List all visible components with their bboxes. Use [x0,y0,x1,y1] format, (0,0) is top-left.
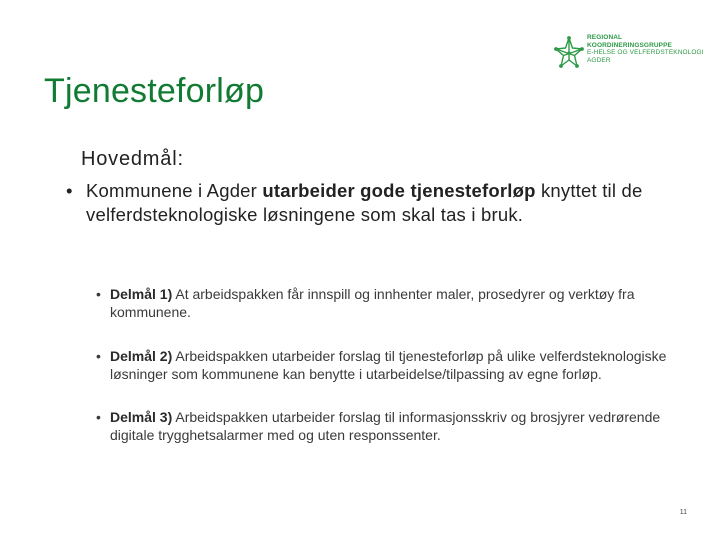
star-network-icon [554,36,584,70]
bullet-marker: • [96,409,101,425]
logo-line-koordineringsgruppe: KOORDINERINGSGRUPPE [587,41,672,49]
sub-goals-list [96,286,676,444]
logo-line-regional: REGIONAL [587,34,623,41]
sub-goal-item [96,286,676,321]
organization-logo [554,34,704,78]
main-goal-heading: Hovedmål: [81,148,184,170]
bullet-marker: • [96,348,101,364]
main-goal-text [66,179,706,227]
sub-goal-text: At arbeidspakken får innspill og innhenter maler, prosedyrer og verktøy fra kommunene. [110,286,635,320]
main-goal-text-bold: utarbeider gode tjenesteforløp [262,180,536,201]
sub-goal-item [96,348,676,383]
sub-goal-label: Delmål 3) [110,409,173,425]
sub-goal-item [96,409,676,444]
sub-goal-label: Delmål 1) [110,286,173,302]
logo-line-ehelse: E-HELSE OG VELFERDSTEKNOLOGI [587,49,704,57]
bullet-marker: • [96,286,101,302]
logo-line-agder: AGDER [587,56,611,64]
bullet-marker: • [66,180,73,201]
main-goal-bullet [66,179,706,227]
sub-goal-text: Arbeidspakken utarbeider forslag til informasjonsskriv og brosjyrer vedrørende digitale trygghetsalarmer med og uten responssenter. [110,409,661,443]
sub-goal-text: Arbeidspakken utarbeider forslag til tjenesteforløp på ulike velferdsteknologiske løsninger som kommunene kan benytte i utarbeidelse/tilpassing av egne forløp. [110,348,667,382]
logo-wordmark [587,34,704,64]
slide-title: Tjenesteforløp [44,72,265,110]
main-goal-text-start: Kommunene i Agder [86,180,263,201]
main-goal-text-end: knyttet til de velferdsteknologiske løsningene som skal tas i bruk. [86,180,643,225]
sub-goal-label: Delmål 2) [110,348,173,364]
page-number: 11 [679,509,687,516]
